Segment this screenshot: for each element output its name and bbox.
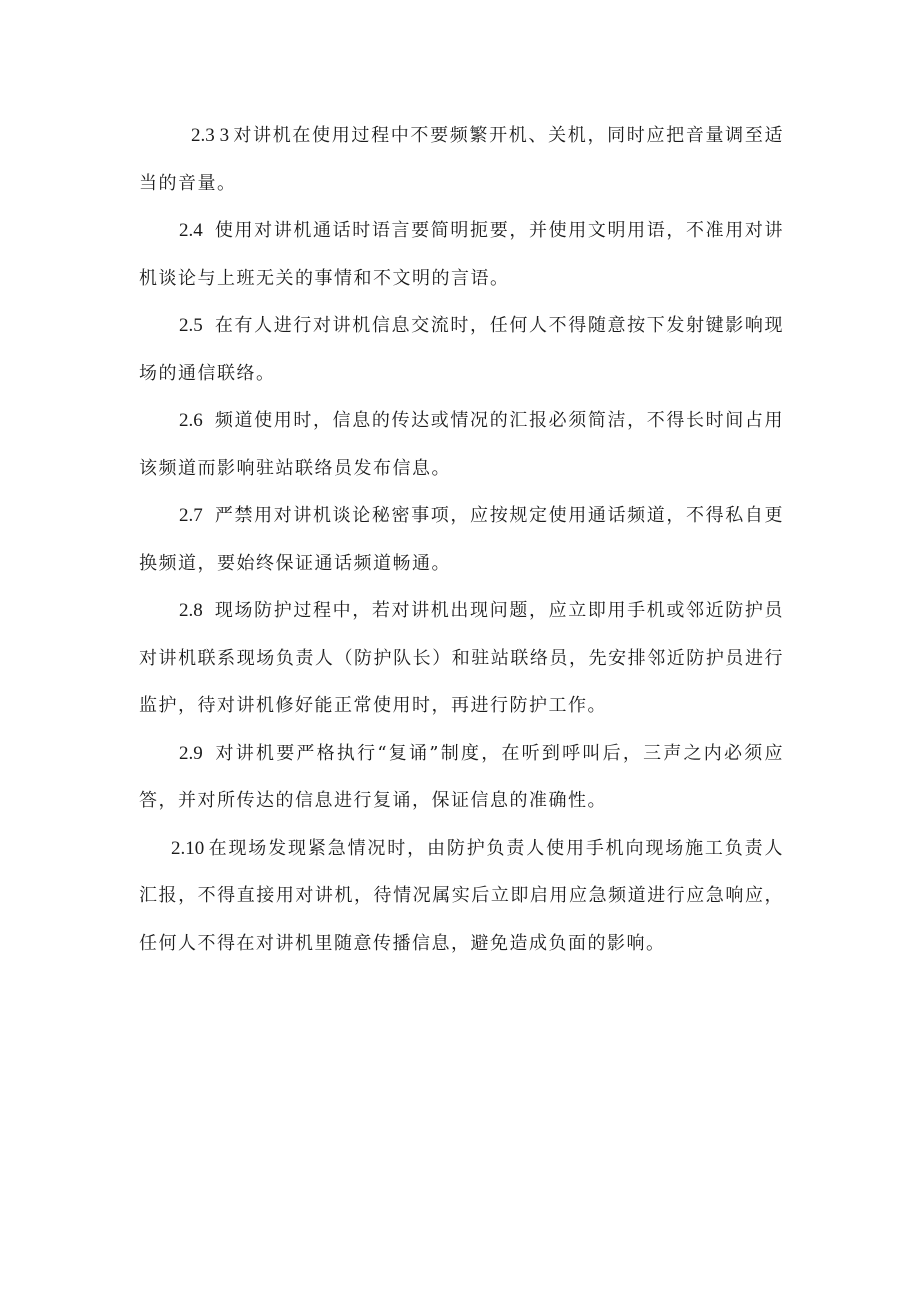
paragraph-number: 2.8 xyxy=(179,600,203,621)
paragraph-number: 2.9 xyxy=(179,742,203,764)
paragraph-2-5 xyxy=(139,302,784,397)
paragraph-number: 2.4 xyxy=(179,220,203,241)
paragraph-text: 频道使用时，信息的传达或情况的汇报必须简洁，不得长时间占用该频道而影响驻站联络员发布信息。 xyxy=(139,410,784,479)
paragraph-number: 2.5 xyxy=(179,315,203,336)
paragraph-text: 使用对讲机通话时语言要简明扼要，并使用文明用语，不准用对讲机谈论与上班无关的事情和不文明的言语。 xyxy=(139,220,784,289)
paragraph-text: 对讲机在使用过程中不要频繁开机、关机，同时应把音量调至适当的音量。 xyxy=(139,125,785,194)
paragraph-2-9 xyxy=(139,730,784,825)
paragraph-text: 严禁用对讲机谈论秘密事项，应按规定使用通话频道，不得私自更换频道，要始终保证通话频道畅通。 xyxy=(139,505,784,574)
paragraph-number: 2.10 xyxy=(171,837,205,859)
paragraph-2-10 xyxy=(139,825,784,968)
paragraph-number: 2.3 3 xyxy=(191,125,230,146)
paragraph-text: 在现场发现紧急情况时，由防护负责人使用手机向现场施工负责人汇报，不得直接用对讲机，待情况属实后立即启用应急频道进行应急响应，任何人不得在对讲机里随意传播信息，避免造成负面的影响。 xyxy=(139,837,784,954)
paragraph-text: 在有人进行对讲机信息交流时，任何人不得随意按下发射键影响现场的通信联络。 xyxy=(139,315,784,384)
paragraph-number: 2.6 xyxy=(179,410,203,431)
paragraph-2-8 xyxy=(139,587,784,730)
paragraph-2-3-3 xyxy=(139,112,784,207)
paragraph-2-4 xyxy=(139,207,784,302)
paragraph-2-6 xyxy=(139,397,784,492)
paragraph-text: 对讲机要严格执行“复诵”制度，在听到呼叫后，三声之内必须应答，并对所传达的信息进行复诵，保证信息的准确性。 xyxy=(139,742,784,811)
paragraph-number: 2.7 xyxy=(179,505,203,526)
paragraph-text: 现场防护过程中，若对讲机出现问题，应立即用手机或邻近防护员对讲机联系现场负责人（防护队长）和驻站联络员，先安排邻近防护员进行监护，待对讲机修好能正常使用时，再进行防护工作。 xyxy=(139,600,784,716)
paragraph-2-7 xyxy=(139,492,784,587)
document-body xyxy=(139,112,784,967)
